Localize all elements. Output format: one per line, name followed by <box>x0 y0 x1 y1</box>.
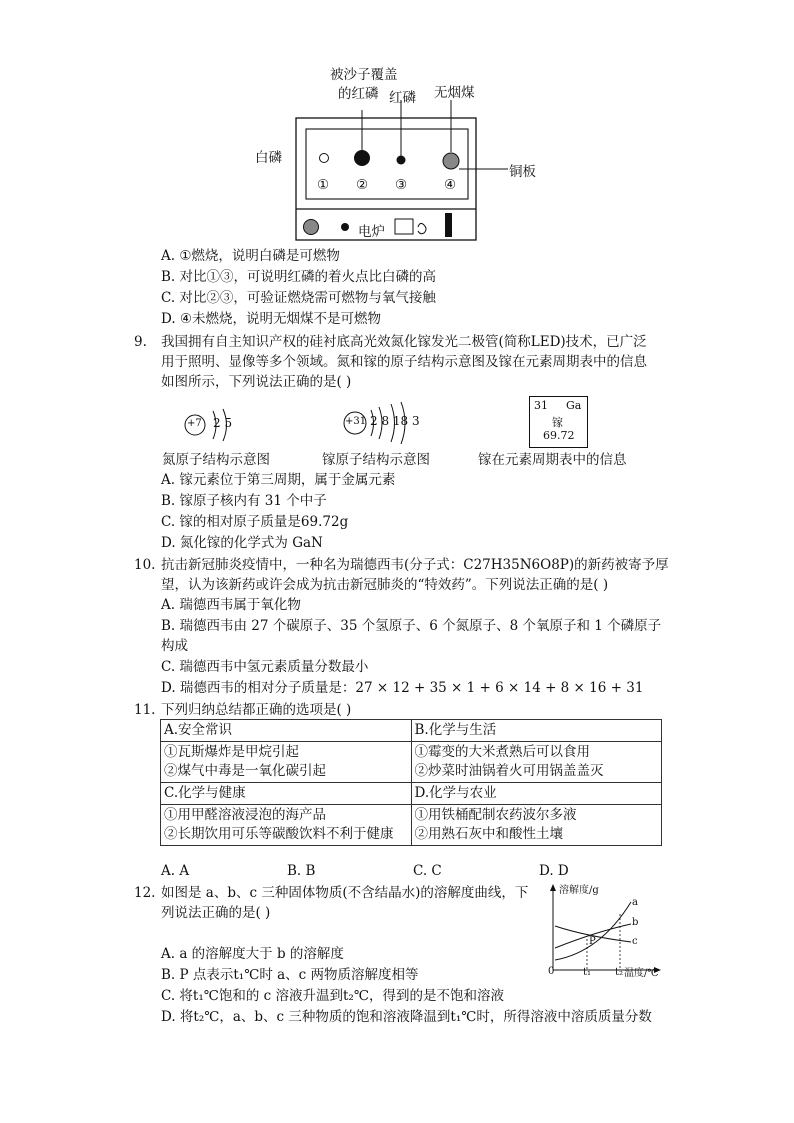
graph-t1-tick: t₁ <box>583 967 592 978</box>
q10-option-c: C. 瑞德西韦中氢元素质量分数最小 <box>161 659 369 675</box>
q8-option-b: B. 对比①③，可说明红磷的着火点比白磷的高 <box>161 269 437 285</box>
q12-stem-line2: 列说法正确的是( ) <box>161 905 271 921</box>
caption-gallium: 镓原子结构示意图 <box>322 452 430 468</box>
table-cell-line: ②用熟石灰中和酸性土壤 <box>414 826 563 842</box>
q11-choice-c: C. C <box>413 863 442 879</box>
apparatus-drawing <box>280 100 510 245</box>
q9-stem-line1: 我国拥有自主知识产权的硅衬底高光效氮化镓发光二极管(简称LED)技术，已广泛 <box>161 334 647 350</box>
cell-symbol: Ga <box>566 399 582 412</box>
q8-option-a: A. ①燃烧，说明白磷是可燃物 <box>161 248 340 264</box>
label-electric-stove: 电炉 <box>358 224 385 240</box>
graph-t2-tick: t₂ <box>615 967 624 978</box>
q11-stem: 下列归纳总结都正确的选项是( ) <box>161 702 352 718</box>
anthracite-sample <box>443 153 459 169</box>
q11-choice-b: B. B <box>287 863 316 879</box>
stove-plug-icon <box>418 223 426 233</box>
cell-atomic-number: 31 <box>534 399 548 412</box>
table-row <box>161 742 662 783</box>
table-cell-line: ②长期饮用可乐等碳酸饮料不利于健康 <box>164 826 394 842</box>
table-cell-line: ①霉变的大米煮熟后可以食用 <box>414 744 590 760</box>
label-sand-covered-red-phosphorus-line1: 被沙子覆盖 <box>330 67 398 83</box>
cell-name: 镓 <box>552 416 563 429</box>
table-cell-line: ②煤气中毒是一氧化碳引起 <box>164 763 326 779</box>
marker-2: ② <box>356 177 369 193</box>
gallium-electron-shells: 2 8 18 3 <box>370 414 420 428</box>
nitrogen-nucleus: +7 <box>187 418 202 429</box>
cell-atomic-mass: 69.72 <box>543 429 575 442</box>
q12-option-b: B. P 点表示t₁℃时 a、c 两物质溶解度相等 <box>161 967 419 983</box>
table-cell <box>161 742 412 783</box>
graph-x-label: 温度/℃ <box>624 968 659 979</box>
table-cell-line: ①用甲醛溶液浸泡的海产品 <box>164 807 326 823</box>
label-white-phosphorus: 白磷 <box>255 150 282 166</box>
q11-choice-a: A. A <box>161 863 190 879</box>
label-sand-covered-red-phosphorus-line2: 的红磷 <box>338 86 379 102</box>
red-phosphorus-sample <box>397 156 406 165</box>
periodic-table-cell <box>529 396 588 448</box>
table-cell <box>411 742 662 783</box>
q8-option-c: C. 对比②③，可验证燃烧需可燃物与氧气接触 <box>161 290 436 306</box>
q10-option-a: A. 瑞德西韦属于氧化物 <box>161 597 301 613</box>
caption-nitrogen: 氮原子结构示意图 <box>162 452 270 468</box>
q12-option-c: C. 将t₁℃饱和的 c 溶液升温到t₂℃，得到的是不饱和溶液 <box>161 988 504 1004</box>
q10-stem-line1: 抗击新冠肺炎疫情中，一种名为瑞德西韦(分子式：C27H35N6O8P)的新药被寄予厚 <box>161 557 669 573</box>
table-cell-line: ①瓦斯爆炸是甲烷引起 <box>164 744 299 760</box>
q11-summary-table <box>160 719 662 846</box>
gallium-nucleus: +31 <box>345 416 367 427</box>
marker-4: ④ <box>444 177 457 193</box>
curve-b-label: b <box>632 917 639 928</box>
q9-option-a: A. 镓元素位于第三周期，属于金属元素 <box>161 472 396 488</box>
point-p-label: P <box>589 936 596 947</box>
table-cell: C.化学与健康 <box>161 783 412 805</box>
table-row <box>161 805 662 846</box>
table-cell-line: ①用铁桶配制农药波尔多液 <box>414 807 577 823</box>
q12-stem-line1: 如图是 a、b、c 三种固体物质(不含结晶水)的溶解度曲线，下 <box>161 885 529 901</box>
marker-3: ③ <box>395 177 408 193</box>
table-cell: B.化学与生活 <box>411 720 662 742</box>
white-phosphorus-sample <box>320 154 329 163</box>
q9-option-b: B. 镓原子核内有 31 个中子 <box>161 493 327 509</box>
q10-option-d: D. 瑞德西韦的相对分子质量是：27 × 12 + 35 × 1 + 6 × 14 + 8 × 16 + 31 <box>161 680 644 696</box>
q9-stem-line2: 用于照明、显像等多个领域。氮和镓的原子结构示意图及镓在元素周期表中的信息 <box>161 354 647 370</box>
q11-number: 11. <box>134 702 156 718</box>
nitrogen-electron-shells: 2 5 <box>213 416 233 430</box>
q10-number: 10. <box>134 557 156 573</box>
q12-option-d: D. 将t₂℃，a、b、c 三种物质的饱和溶液降温到t₁℃时，所得溶液中溶质质量分数 <box>161 1009 652 1025</box>
marker-1: ① <box>317 177 330 193</box>
q10-option-b-cont: 构成 <box>161 638 188 654</box>
q9-stem-line3: 如图所示，下列说法正确的是( ) <box>161 374 352 390</box>
stove-bar <box>445 213 452 237</box>
table-row <box>161 720 662 742</box>
q12-option-a: A. a 的溶解度大于 b 的溶解度 <box>161 946 344 962</box>
label-anthracite: 无烟煤 <box>434 85 475 101</box>
graph-y-label: 溶解度/g <box>559 885 599 896</box>
sand-covered-red-phosphorus-sample <box>354 150 370 166</box>
q11-choice-d: D. D <box>539 863 569 879</box>
table-row <box>161 783 662 805</box>
label-red-phosphorus: 红磷 <box>389 90 416 106</box>
q10-stem-line2: 望，认为该新药或许会成为抗击新冠肺炎的“特效药”。下列说法正确的是( ) <box>161 577 609 593</box>
q9-number: 9. <box>134 334 147 350</box>
table-cell: D.化学与农业 <box>411 783 662 805</box>
q9-option-d: D. 氮化镓的化学式为 GaN <box>161 535 323 551</box>
table-cell-line: ②炒菜时油锅着火可用锅盖盖灭 <box>414 763 604 779</box>
curve-c-label: c <box>632 936 638 947</box>
curve-a <box>555 902 631 960</box>
graph-origin: 0 <box>548 966 555 977</box>
stove-indicator <box>341 223 349 231</box>
table-cell <box>411 805 662 846</box>
table-cell: A.安全常识 <box>161 720 412 742</box>
q9-option-c: C. 镓的相对原子质量是69.72g <box>161 514 349 530</box>
curve-a-label: a <box>632 897 638 908</box>
q10-option-b: B. 瑞德西韦由 27 个碳原子、35 个氢原子、6 个氮原子、8 个氧原子和 1 个磷原子 <box>161 618 662 634</box>
stove-knob <box>304 220 319 235</box>
q8-option-d: D. ④未燃烧，说明无烟煤不是可燃物 <box>161 311 382 327</box>
caption-periodic-cell: 镓在元素周期表中的信息 <box>478 452 627 468</box>
label-copper-plate: 铜板 <box>509 164 536 180</box>
q12-number: 12. <box>134 885 156 901</box>
table-cell <box>161 805 412 846</box>
stove-switch <box>395 219 413 234</box>
y-axis-arrow <box>550 884 556 891</box>
